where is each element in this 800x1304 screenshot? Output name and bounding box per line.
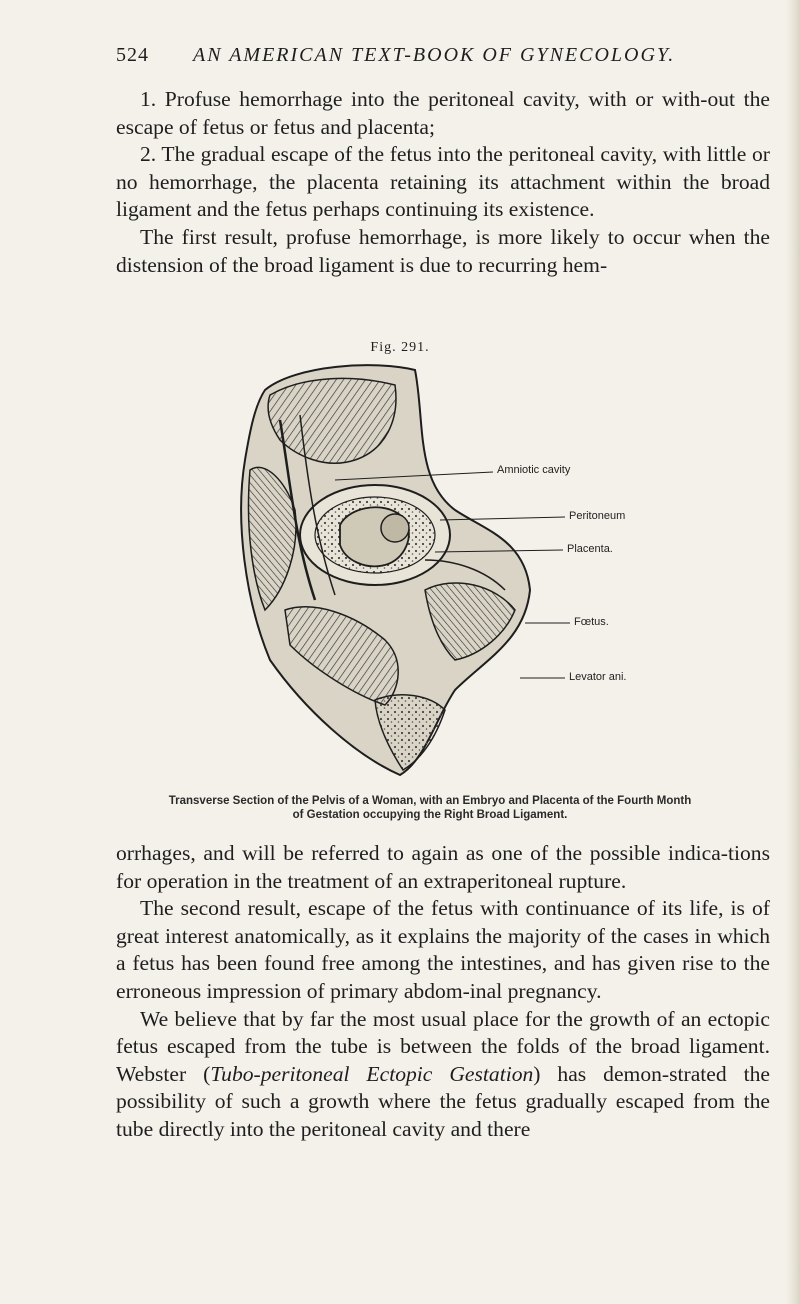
callout-peritoneum: Peritoneum <box>569 510 626 522</box>
callout-amniotic-cavity: Amniotic cavity <box>497 464 571 476</box>
paragraph: The second result, escape of the fetus with continuance of its life, is of great interest anatomically, as it explains the majority of the cases in which a fetus has been found free among the intestines, and has given rise to the erroneous impression of primary abdom-inal pregnancy. <box>116 896 770 1003</box>
callout-placenta: Placenta. <box>567 543 613 555</box>
paragraph: The first result, profuse hemorrhage, is more likely to occur when the distension of the broad ligament is due to recurring hem- <box>116 224 770 277</box>
paragraph-text: ) has demon-strated the possibility of such a growth where the fetus gradually escaped from the tube directly into the peritoneal cavity and there <box>116 1061 770 1141</box>
running-title: AN AMERICAN TEXT-BOOK OF GYNECOLOGY. <box>193 44 676 66</box>
body-text-bottom <box>116 840 770 1144</box>
anatomical-figure <box>225 360 685 780</box>
page-edge <box>786 0 800 1304</box>
caption-line: of Gestation occupying the Right Broad Ligament. <box>292 809 568 821</box>
paragraph: 2. The gradual escape of the fetus into the peritoneal cavity, with little or no hemorrhage, the placenta retaining its attachment within the broad ligament and the fetus perhaps continuing its existence. <box>116 142 770 222</box>
caption-line: Transverse Section of the Pelvis of a Woman, with an Embryo and Placenta of the Fourth Month <box>168 795 692 807</box>
body-text-top <box>116 86 770 279</box>
running-head <box>116 44 716 67</box>
figure-caption <box>110 794 750 822</box>
cited-title: Tubo-peritoneal Ectopic Gestation <box>210 1061 534 1086</box>
paragraph: orrhages, and will be referred to again as one of the possible indica-tions for operation in the treatment of an extraperitoneal rupture. <box>116 841 770 893</box>
callout-levator-ani: Levator ani. <box>569 671 627 683</box>
paragraph <box>116 1006 770 1144</box>
callout-foetus: Fœtus. <box>574 616 609 628</box>
figure-label: Fig. 291. <box>370 340 430 355</box>
paragraph: 1. Profuse hemorrhage into the peritoneal cavity, with or with-out the escape of fetus or fetus and placenta; <box>116 87 770 139</box>
paragraph-text: We believe that by far the most usual place for the growth of an ectopic fetus escaped from the tube is between the folds of the broad ligament. Webster ( <box>116 1006 770 1086</box>
page-number: 524 <box>116 44 149 66</box>
pelvis-section-illustration <box>225 360 685 780</box>
